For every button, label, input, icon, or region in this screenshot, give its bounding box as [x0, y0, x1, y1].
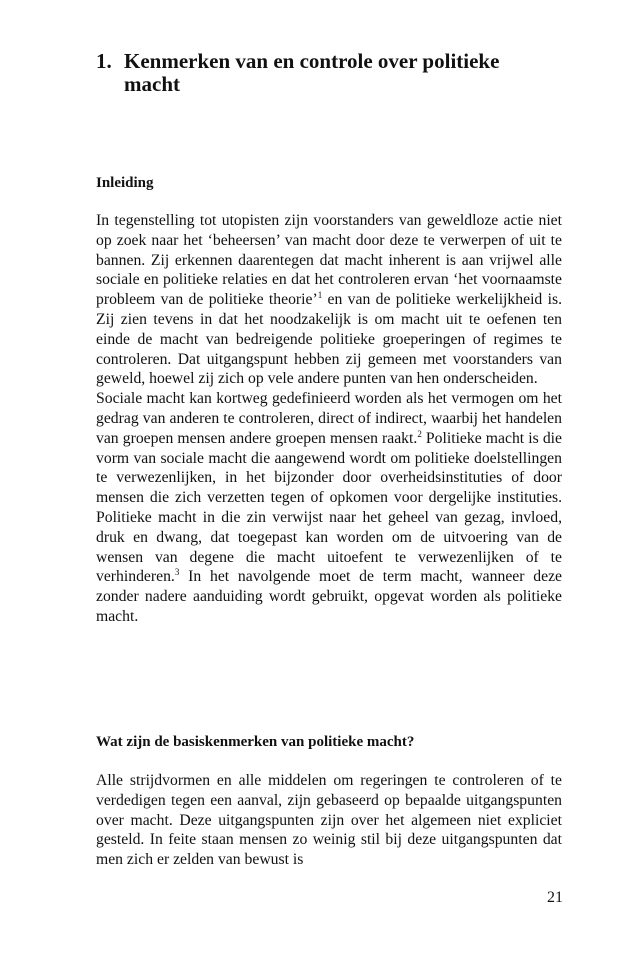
page-number: 21	[547, 889, 563, 906]
footnote-marker: 2	[417, 428, 422, 439]
chapter-title	[96, 50, 536, 96]
section-heading-inleiding: Inleiding	[96, 175, 154, 191]
section-heading-basiskenmerken: Wat zijn de basiskenmerken van politieke macht?	[96, 734, 415, 750]
paragraph: Alle strijdvormen en alle middelen om regeringen te controleren of te verdedigen tegen een aanval, zijn gebaseerd op bepaalde uitgangspunten over macht. Deze uitgangspunten zijn over het algemeen niet expliciet gesteld. In feite staan mensen zo weinig stil bij deze uitgangspunten dat men zich er zelden van bewust is	[96, 772, 562, 869]
paragraph-text: In tegenstelling tot utopisten zijn voorstanders van geweldloze actie niet op zoek naar het ‘beheersen’ van macht door deze te verwerpen of uit te bannen. Zij erkennen daarentegen dat macht inherent is aan vrijwel alle sociale en politieke relaties en dat het controleren ervan ‘het voornaamste probleem van de politieke theorie’	[96, 212, 562, 309]
paragraph-text: en van de politieke werkelijkheid is. Zij zien tevens in dat het noodzakelijk is om macht uit te oefenen ten einde de macht van bedreigende politieke groeperingen of regimes te controleren. Dat uitgangspunt hebben zij gemeen met voorstanders van geweld, hoewel zij zich op vele andere punten van hen onderscheiden.	[96, 291, 562, 388]
chapter-number: 1.	[96, 49, 112, 73]
footnote-marker: 1	[317, 289, 323, 300]
chapter-title-text: Kenmerken van en controle over politieke macht	[124, 49, 500, 96]
paragraph-text: Sociale macht kan kortweg gedefinieerd worden als het vermogen om het gedrag van anderen te controleren, direct of indirect, waarbij het handelen van groepen mensen andere groepen mensen raakt.	[96, 390, 562, 447]
paragraph	[96, 389, 562, 627]
section-body-inleiding	[96, 211, 562, 627]
paragraph-text: In het navolgende moet de term macht, wanneer deze zonder nadere aanduiding wordt gebruikt, opgevat worden als politieke macht.	[96, 568, 562, 625]
footnote-marker: 3	[174, 567, 180, 578]
paragraph-text: Politieke macht is die vorm van sociale macht die aangewend wordt om politieke doelstellingen te verwezenlijken, in het bijzonder door overheidsinstituties of door mensen die zich verzetten tegen of opkomen voor dergelijke instituties. Politieke macht in die zin verwijst naar het geheel van gezag, invloed, druk en dwang, dat toegepast kan worden om de uitvoering van de wensen van degene die macht uitoefent te verwezenlijken of te verhinderen.	[96, 429, 562, 586]
section-body-basiskenmerken	[96, 771, 562, 870]
paragraph	[96, 211, 562, 389]
